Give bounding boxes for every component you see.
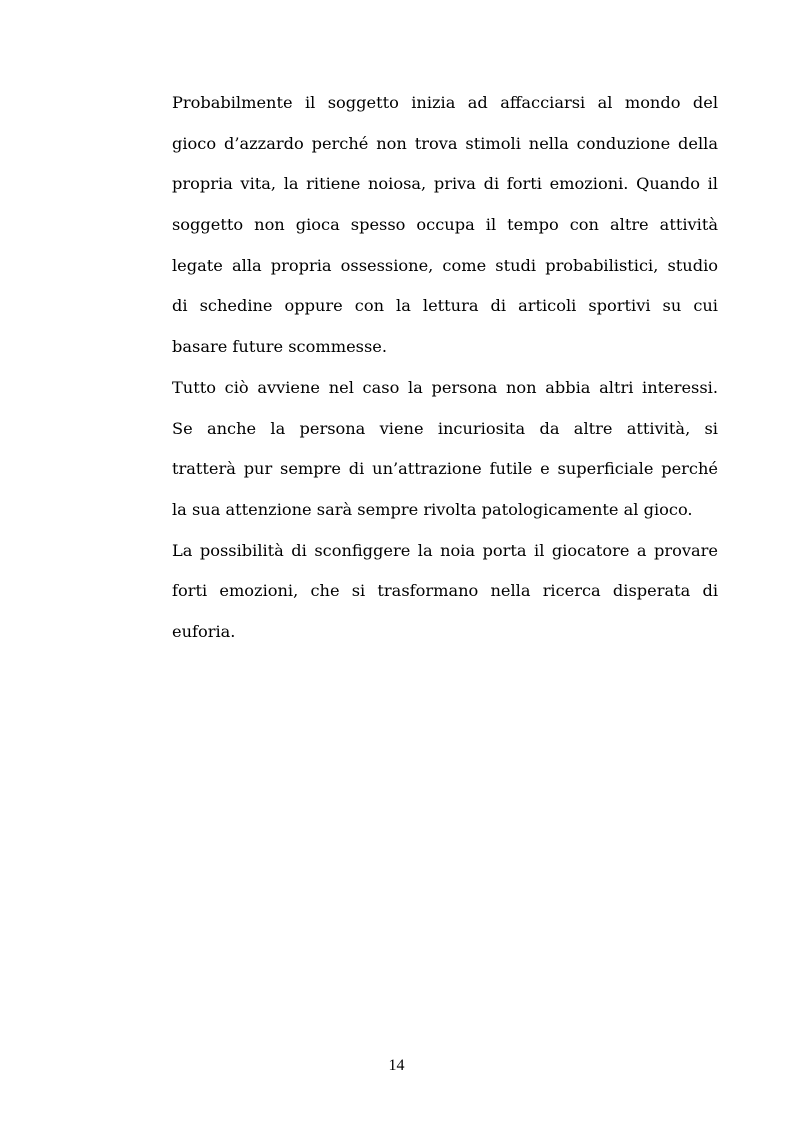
text-line: soggetto non gioca spesso occupa il tempo con altre attività xyxy=(172,215,718,235)
text-line: di schedine oppure con la lettura di articoli sportivi su cui xyxy=(172,296,718,316)
page-number: 14 xyxy=(388,1057,405,1074)
text-line: Probabilmente il soggetto inizia ad affacciarsi al mondo del xyxy=(172,93,718,112)
text-line: gioco d’azzardo perché non trova stimoli nella conduzione della xyxy=(172,133,718,153)
text-line: Tutto ciò avviene nel caso la persona non abbia altri interessi. xyxy=(172,377,718,397)
text-line: Se anche la persona viene incuriosita da altre attività, si xyxy=(172,418,718,438)
paragraph-3 xyxy=(172,531,718,653)
text-line: euforia. xyxy=(172,621,236,641)
text-line: basare future scommesse. xyxy=(172,337,387,357)
text-line: La possibilità di sconfiggere la noia porta il giocatore a provare xyxy=(172,540,718,560)
text-line: propria vita, la ritiene noiosa, priva di forti emozioni. Quando il xyxy=(172,174,718,194)
paragraph-1 xyxy=(172,83,718,368)
text-line: tratterà pur sempre di un’attrazione futile e superficiale perché xyxy=(172,459,718,479)
text-line: la sua attenzione sarà sempre rivolta patologicamente al gioco. xyxy=(172,499,693,519)
body-text xyxy=(172,83,718,653)
paragraph-2 xyxy=(172,368,718,531)
text-line: forti emozioni, che si trasformano nella ricerca disperata di xyxy=(172,581,718,601)
text-line: legate alla propria ossessione, come studi probabilistici, studio xyxy=(172,255,718,275)
